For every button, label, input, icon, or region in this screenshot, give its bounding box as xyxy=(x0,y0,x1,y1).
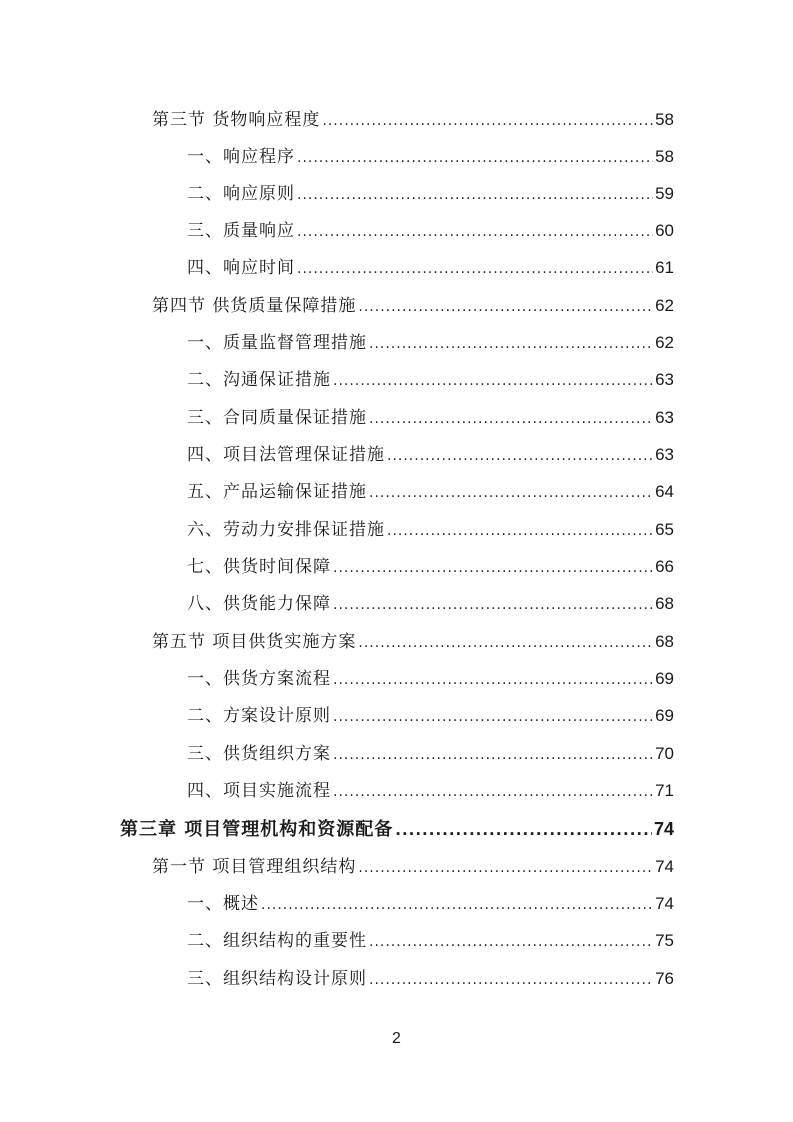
toc-entry-label: 三、组织结构设计原则 xyxy=(187,969,367,989)
toc-entry[interactable] xyxy=(187,440,674,470)
toc-entry-label: 二、组织结构的重要性 xyxy=(187,931,367,951)
toc-leader-dots xyxy=(297,143,653,173)
toc-entry-label: 第三节 货物响应程度 xyxy=(152,110,321,130)
toc-entry-page: 74 xyxy=(655,857,674,876)
toc-entry-label: 二、方案设计原则 xyxy=(187,706,331,726)
toc-entry[interactable] xyxy=(187,365,674,395)
toc-leader-dots xyxy=(387,441,653,471)
toc-entry-label: 四、响应时间 xyxy=(187,258,295,278)
toc-entry-label: 八、供货能力保障 xyxy=(187,594,331,614)
toc-leader-dots xyxy=(333,777,653,807)
toc-leader-dots xyxy=(358,628,653,658)
toc-leader-dots xyxy=(358,853,653,883)
toc-leader-dots xyxy=(261,890,653,920)
toc-leader-dots xyxy=(369,329,653,359)
toc-entry-page: 75 xyxy=(655,931,674,950)
toc-entry[interactable] xyxy=(187,216,674,246)
toc-entry[interactable] xyxy=(152,291,674,321)
toc-entry-label: 五、产品运输保证措施 xyxy=(187,482,367,502)
toc-leader-dots xyxy=(395,815,652,845)
toc-leader-dots xyxy=(333,740,653,770)
toc-entry-page: 74 xyxy=(653,819,674,839)
page-number: 2 xyxy=(392,1030,401,1047)
toc-entry-page: 58 xyxy=(655,110,674,129)
toc-entry[interactable] xyxy=(187,477,674,507)
toc-entry-label: 三、质量响应 xyxy=(187,221,295,241)
toc-entry-label: 第四节 供货质量保障措施 xyxy=(152,296,357,316)
toc-entry-label: 二、响应原则 xyxy=(187,184,295,204)
toc-leader-dots xyxy=(387,516,653,546)
toc-entry[interactable] xyxy=(187,776,674,806)
toc-entry-page: 68 xyxy=(655,632,674,651)
toc-entry-page: 58 xyxy=(655,147,674,166)
toc-entry-page: 69 xyxy=(655,669,674,688)
toc-leader-dots xyxy=(333,665,653,695)
toc-entry-label: 六、劳动力安排保证措施 xyxy=(187,520,385,540)
toc-entry[interactable] xyxy=(187,552,674,582)
toc-entry-page: 76 xyxy=(655,969,674,988)
toc-entry[interactable] xyxy=(187,403,674,433)
toc-entry-page: 68 xyxy=(655,594,674,613)
toc-leader-dots xyxy=(369,404,653,434)
toc-entry-page: 63 xyxy=(655,445,674,464)
toc-entry[interactable] xyxy=(152,627,674,657)
toc-entry-page: 66 xyxy=(655,557,674,576)
toc-leader-dots xyxy=(333,590,653,620)
toc-entry[interactable] xyxy=(187,701,674,731)
toc-entry-label: 一、概述 xyxy=(187,894,259,914)
toc-entry[interactable] xyxy=(187,328,674,358)
toc-entry-page: 59 xyxy=(655,184,674,203)
toc-entry[interactable] xyxy=(187,889,674,919)
toc-entry-label: 七、供货时间保障 xyxy=(187,557,331,577)
toc-leader-dots xyxy=(297,254,653,284)
toc-entry-label: 第三章 项目管理机构和资源配备 xyxy=(120,819,394,840)
toc-entry[interactable] xyxy=(187,926,674,956)
toc-leader-dots xyxy=(297,180,653,210)
toc-leader-dots xyxy=(333,366,653,396)
toc-entry[interactable] xyxy=(187,142,674,172)
toc-entry-label: 一、质量监督管理措施 xyxy=(187,333,367,353)
toc-leader-dots xyxy=(322,106,653,136)
toc-entry-label: 二、沟通保证措施 xyxy=(187,370,331,390)
toc-entry-label: 第一节 项目管理组织结构 xyxy=(152,857,357,877)
toc-entry-label: 三、供货组织方案 xyxy=(187,744,331,764)
toc-entry-label: 三、合同质量保证措施 xyxy=(187,408,367,428)
toc-entry-page: 63 xyxy=(655,370,674,389)
toc-entry-page: 62 xyxy=(655,296,674,315)
toc-entry-page: 64 xyxy=(655,482,674,501)
toc-entry-page: 74 xyxy=(655,894,674,913)
toc-entry-label: 第五节 项目供货实施方案 xyxy=(152,632,357,652)
toc-entry-page: 60 xyxy=(655,221,674,240)
toc-entry-page: 63 xyxy=(655,408,674,427)
toc-entry-page: 70 xyxy=(655,744,674,763)
toc-entry-label: 四、项目实施流程 xyxy=(187,781,331,801)
toc-chapter-entry[interactable] xyxy=(120,814,674,844)
toc-entry[interactable] xyxy=(187,589,674,619)
toc-leader-dots xyxy=(333,702,653,732)
toc-leader-dots xyxy=(369,965,653,995)
toc-entry[interactable] xyxy=(187,179,674,209)
toc-leader-dots xyxy=(297,217,653,247)
toc-entry[interactable] xyxy=(187,664,674,694)
toc-entry-page: 62 xyxy=(655,333,674,352)
toc-leader-dots xyxy=(369,478,653,508)
toc-entry[interactable] xyxy=(152,852,674,882)
toc-entry-page: 65 xyxy=(655,520,674,539)
toc-entry-page: 69 xyxy=(655,706,674,725)
toc-entry[interactable] xyxy=(187,253,674,283)
toc-entry-page: 71 xyxy=(655,781,674,800)
toc-entry-label: 一、供货方案流程 xyxy=(187,669,331,689)
toc-entry-page: 61 xyxy=(655,258,674,277)
toc-leader-dots xyxy=(358,292,653,322)
toc-entry[interactable] xyxy=(187,515,674,545)
toc-entry[interactable] xyxy=(152,105,674,135)
toc-leader-dots xyxy=(369,927,653,957)
toc-entry-label: 四、项目法管理保证措施 xyxy=(187,445,385,465)
toc-entry-label: 一、响应程序 xyxy=(187,147,295,167)
toc-entry[interactable] xyxy=(187,739,674,769)
toc-leader-dots xyxy=(333,553,653,583)
toc-entry[interactable] xyxy=(187,964,674,994)
